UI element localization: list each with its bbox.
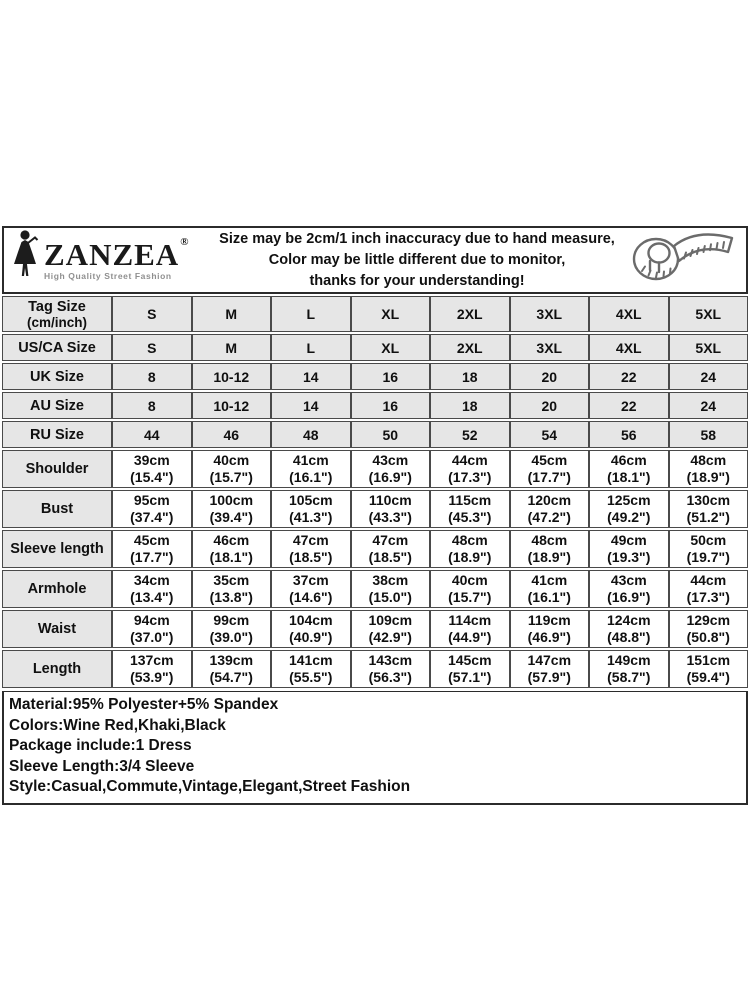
table-cell: 105cm (41.3") [271, 490, 351, 528]
detail-style: Style:Casual,Commute,Vintage,Elegant,Street Fashion [9, 778, 411, 795]
size-disclaimer [216, 229, 618, 292]
table-row-armhole [2, 570, 748, 608]
table-cell: 43cm (16.9") [589, 570, 669, 608]
table-cell: 139cm (54.7") [192, 650, 272, 688]
brand-logo [4, 229, 216, 292]
disclaimer-line: thanks for your understanding! [309, 272, 525, 289]
table-cell: 58 [669, 421, 749, 448]
table-cell: XL [351, 334, 431, 361]
table-cell: 149cm (58.7") [589, 650, 669, 688]
table-cell: 119cm (46.9") [510, 610, 590, 648]
table-cell: 3XL [510, 296, 590, 332]
table-cell: 125cm (49.2") [589, 490, 669, 528]
measuring-tape-icon [618, 230, 746, 290]
table-cell: 10-12 [192, 363, 272, 390]
table-cell: 56 [589, 421, 669, 448]
table-row-usca-size [2, 334, 748, 361]
table-cell: 100cm (39.4") [192, 490, 272, 528]
table-cell: 95cm (37.4") [112, 490, 192, 528]
table-cell: 24 [669, 392, 749, 419]
table-cell: 16 [351, 363, 431, 390]
table-cell: 47cm (18.5") [271, 530, 351, 568]
table-cell: S [112, 334, 192, 361]
table-cell: 44cm (17.3") [430, 450, 510, 488]
table-cell: 46cm (18.1") [589, 450, 669, 488]
disclaimer-line: Size may be 2cm/1 inch inaccuracy due to hand measure, [219, 230, 615, 247]
table-cell: 40cm (15.7") [430, 570, 510, 608]
table-cell: 2XL [430, 334, 510, 361]
table-row-shoulder [2, 450, 748, 488]
table-cell: 18 [430, 392, 510, 419]
table-cell: 43cm (16.9") [351, 450, 431, 488]
table-cell: 109cm (42.9") [351, 610, 431, 648]
row-label: Tag Size (cm/inch) [2, 296, 112, 332]
table-cell: M [192, 296, 272, 332]
table-cell: 39cm (15.4") [112, 450, 192, 488]
table-cell: 94cm (37.0") [112, 610, 192, 648]
table-cell: 114cm (44.9") [430, 610, 510, 648]
table-cell: 124cm (48.8") [589, 610, 669, 648]
table-cell: 50 [351, 421, 431, 448]
table-cell: M [192, 334, 272, 361]
table-cell: 40cm (15.7") [192, 450, 272, 488]
table-cell: 22 [589, 392, 669, 419]
row-label: Bust [2, 490, 112, 528]
table-cell: 10-12 [192, 392, 272, 419]
table-cell: 5XL [669, 334, 749, 361]
table-cell: 4XL [589, 296, 669, 332]
table-row-au-size [2, 392, 748, 419]
table-row-uk-size [2, 363, 748, 390]
table-cell: L [271, 334, 351, 361]
brand-tagline: High Quality Street Fashion [44, 271, 172, 282]
table-cell: 5XL [669, 296, 749, 332]
table-cell: 141cm (55.5") [271, 650, 351, 688]
row-label: Length [2, 650, 112, 688]
table-cell: 3XL [510, 334, 590, 361]
table-cell: 41cm (16.1") [271, 450, 351, 488]
table-row-length [2, 650, 748, 688]
table-row-ru-size [2, 421, 748, 448]
size-table [2, 294, 748, 690]
table-cell: 110cm (43.3") [351, 490, 431, 528]
table-cell: 18 [430, 363, 510, 390]
table-cell: 37cm (14.6") [271, 570, 351, 608]
row-label: Sleeve length [2, 530, 112, 568]
table-cell: 45cm (17.7") [510, 450, 590, 488]
product-details [2, 691, 748, 805]
brand-name: ZANZEA [44, 237, 180, 273]
table-cell: 104cm (40.9") [271, 610, 351, 648]
table-cell: 52 [430, 421, 510, 448]
table-cell: 44 [112, 421, 192, 448]
table-cell: 48cm (18.9") [430, 530, 510, 568]
table-cell: 24 [669, 363, 749, 390]
table-cell: L [271, 296, 351, 332]
table-cell: 14 [271, 392, 351, 419]
table-row-sleeve-length [2, 530, 748, 568]
size-chart-content [2, 226, 748, 805]
table-cell: 48cm (18.9") [510, 530, 590, 568]
table-cell: 14 [271, 363, 351, 390]
table-cell: 4XL [589, 334, 669, 361]
row-label: RU Size [2, 421, 112, 448]
table-cell: 49cm (19.3") [589, 530, 669, 568]
table-row-waist [2, 610, 748, 648]
table-cell: 129cm (50.8") [669, 610, 749, 648]
table-cell: 48cm (18.9") [669, 450, 749, 488]
detail-colors: Colors:Wine Red,Khaki,Black [9, 716, 226, 734]
brand-text [44, 236, 190, 282]
registered-mark: ® [180, 236, 190, 249]
table-cell: 20 [510, 392, 590, 419]
table-cell: 8 [112, 363, 192, 390]
table-row-bust [2, 490, 748, 528]
table-cell: S [112, 296, 192, 332]
table-cell: 130cm (51.2") [669, 490, 749, 528]
table-cell: 46cm (18.1") [192, 530, 272, 568]
detail-material: Material:95% Polyester+5% Spandex [9, 696, 279, 713]
table-cell: 45cm (17.7") [112, 530, 192, 568]
table-cell: 41cm (16.1") [510, 570, 590, 608]
table-cell: 147cm (57.9") [510, 650, 590, 688]
table-cell: 47cm (18.5") [351, 530, 431, 568]
table-cell: 120cm (47.2") [510, 490, 590, 528]
table-cell: 50cm (19.7") [669, 530, 749, 568]
table-cell: XL [351, 296, 431, 332]
table-cell: 99cm (39.0") [192, 610, 272, 648]
table-cell: 20 [510, 363, 590, 390]
table-cell: 46 [192, 421, 272, 448]
row-label: Shoulder [2, 450, 112, 488]
table-cell: 38cm (15.0") [351, 570, 431, 608]
table-cell: 54 [510, 421, 590, 448]
row-label: Armhole [2, 570, 112, 608]
table-cell: 115cm (45.3") [430, 490, 510, 528]
disclaimer-line: Color may be little different due to monitor, [268, 251, 566, 268]
detail-package: Package include:1 Dress [9, 737, 192, 754]
table-cell: 8 [112, 392, 192, 419]
table-cell: 35cm (13.8") [192, 570, 272, 608]
table-row-tag-size [2, 296, 748, 332]
row-label: AU Size [2, 392, 112, 419]
row-label: UK Size [2, 363, 112, 390]
table-cell: 145cm (57.1") [430, 650, 510, 688]
table-cell: 151cm (59.4") [669, 650, 749, 688]
table-cell: 44cm (17.3") [669, 570, 749, 608]
woman-silhouette-icon [12, 229, 42, 292]
table-cell: 22 [589, 363, 669, 390]
table-cell: 16 [351, 392, 431, 419]
table-cell: 48 [271, 421, 351, 448]
table-cell: 137cm (53.9") [112, 650, 192, 688]
header [2, 226, 748, 294]
detail-sleeve-length: Sleeve Length:3/4 Sleeve [9, 757, 195, 775]
table-cell: 34cm (13.4") [112, 570, 192, 608]
row-label: Waist [2, 610, 112, 648]
table-cell: 2XL [430, 296, 510, 332]
row-label: US/CA Size [2, 334, 112, 361]
table-cell: 143cm (56.3") [351, 650, 431, 688]
